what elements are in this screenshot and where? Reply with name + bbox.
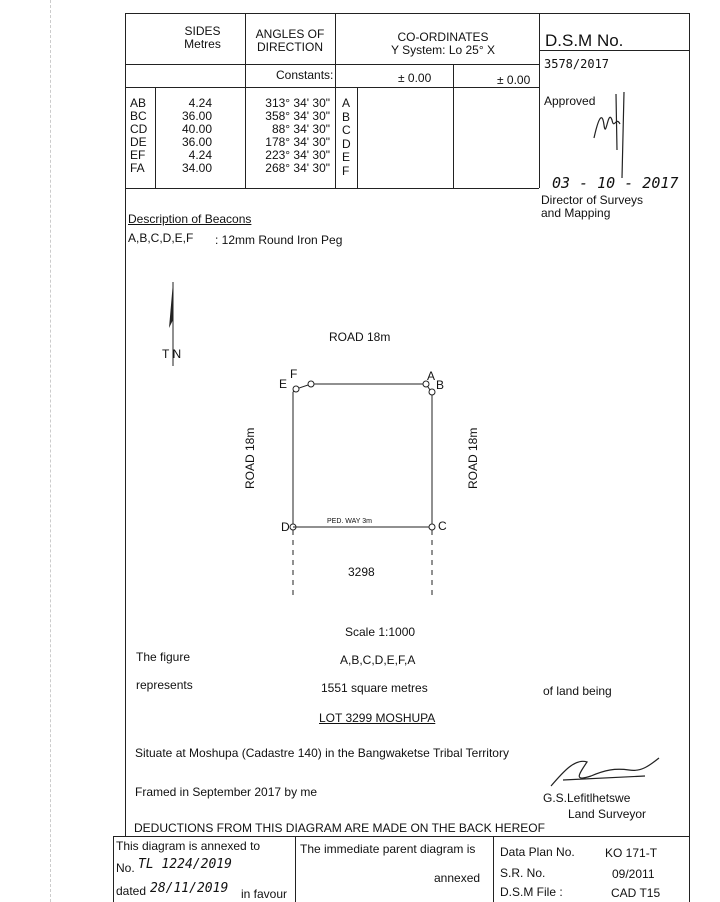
beacon-letter: E (342, 150, 351, 164)
angle-value: 268° 34' 30" (265, 161, 330, 175)
side-label: DE (130, 135, 147, 149)
director-line-2: and Mapping (541, 206, 611, 220)
north-label: T N (162, 347, 182, 361)
side-label: AB (130, 96, 147, 110)
area-value: 1551 square metres (321, 681, 428, 695)
director-line-1: Director of Surveys (541, 193, 644, 207)
metres-value: 36.00 (181, 135, 212, 149)
beacon-letter: C (342, 123, 351, 137)
beacon-label-a: A (427, 369, 436, 383)
side-label: BC (130, 109, 147, 123)
road-right-label: ROAD 18m (466, 427, 480, 489)
beacon-label-d: D (281, 520, 290, 534)
side-label: FA (130, 161, 145, 175)
ped-way-label: PED. WAY 3m (327, 518, 372, 525)
angle-value: 313° 34' 30" (265, 96, 330, 110)
side-label: EF (130, 148, 146, 162)
represents-text: represents (136, 678, 193, 692)
road-left-label: ROAD 18m (243, 427, 257, 489)
scale-label: Scale 1:1000 (345, 625, 416, 639)
coords-header-line-2: Y System: Lo 25° X (391, 43, 495, 57)
framed-text: Framed in September 2017 by me (135, 785, 318, 799)
angle-value: 178° 34' 30" (265, 135, 330, 149)
beacon-letter: A (342, 96, 351, 110)
parent-diagram-text: The immediate parent diagram is (300, 842, 476, 856)
data-plan-value: KO 171-T (605, 846, 658, 860)
director-signature (586, 90, 638, 180)
sides-header-line-2: Metres (184, 37, 221, 51)
metres-column (170, 97, 212, 175)
constant-y: ± 0.00 (398, 71, 432, 85)
angle-value: 223° 34' 30" (265, 148, 330, 162)
beacon-label-f: F (290, 367, 298, 381)
beacons-column (342, 97, 351, 178)
deductions-notice: DEDUCTIONS FROM THIS DIAGRAM ARE MADE ON THE BACK HEREOF (134, 821, 545, 835)
metres-value: 4.24 (188, 148, 212, 162)
angle-value: 88° 34' 30" (271, 122, 330, 136)
lot-name: LOT 3299 MOSHUPA (319, 711, 436, 725)
data-plan-label: Data Plan No. (500, 845, 575, 859)
the-figure-text: The figure (136, 650, 191, 664)
dsm-file-value: CAD T15 (611, 886, 661, 900)
angles-header (245, 28, 335, 54)
beacon-sequence: A,B,C,D,E,F,A (340, 653, 416, 667)
angles-header-line-2: DIRECTION (257, 40, 323, 54)
annexed-to-text: This diagram is annexed to (116, 839, 261, 853)
sr-value: 09/2011 (612, 867, 655, 881)
beacons-description-type: : 12mm Round Iron Peg (215, 233, 343, 247)
metres-value: 36.00 (181, 109, 212, 123)
sides-header (160, 25, 245, 51)
metres-value: 34.00 (181, 161, 212, 175)
dsm-file-label: D.S.M File : (500, 885, 563, 899)
road-top-label: ROAD 18m (329, 330, 391, 344)
annexed-text: annexed (434, 871, 481, 885)
coords-header (368, 31, 518, 57)
beacons-description-heading: Description of Beacons (128, 212, 252, 226)
surveyor-signature (545, 752, 665, 792)
angles-column (250, 97, 330, 175)
beacons-description-list: A,B,C,D,E,F (128, 231, 194, 245)
angles-header-line-1: ANGLES OF (255, 27, 325, 41)
approval-date: 03 - 10 - 2017 (552, 174, 679, 192)
no-value: TL 1224/2019 (138, 857, 232, 872)
dsm-number: 3578/2017 (544, 57, 610, 71)
director-title (541, 194, 643, 220)
beacon-label-c: C (438, 519, 447, 533)
sr-label: S.R. No. (500, 866, 546, 880)
metres-value: 40.00 (181, 122, 212, 136)
sides-column (130, 97, 147, 175)
constant-x: ± 0.00 (497, 73, 531, 87)
beacon-letter: F (342, 163, 350, 178)
binder-margin-line (50, 0, 52, 902)
angle-value: 358° 34' 30" (265, 109, 330, 123)
side-label: CD (130, 122, 148, 136)
sides-header-line-1: SIDES (184, 24, 221, 38)
metres-value: 4.24 (188, 96, 212, 110)
of-land-being-text: of land being (543, 684, 612, 698)
beacon-label-b: B (436, 378, 445, 392)
adjacent-lot-number: 3298 (348, 565, 375, 579)
surveyor-name: G.S.Lefitlhetswe (543, 791, 631, 805)
in-favour-text: in favour (241, 887, 288, 901)
coords-header-line-1: CO-ORDINATES (397, 30, 489, 44)
beacon-label-e: E (279, 377, 288, 391)
constants-label: Constants: (276, 68, 334, 82)
no-label: No. (116, 861, 135, 875)
situate-text: Situate at Moshupa (Cadastre 140) in the Bangwaketse Tribal Territory (135, 746, 509, 760)
beacon-letter: B (342, 109, 351, 124)
beacon-letter: D (342, 136, 351, 151)
surveyor-title: Land Surveyor (568, 807, 647, 821)
dated-label: dated (116, 884, 147, 898)
dated-value: 28/11/2019 (150, 881, 229, 896)
dsm-title: D.S.M No. (545, 31, 624, 50)
approved-label: Approved (544, 94, 596, 108)
